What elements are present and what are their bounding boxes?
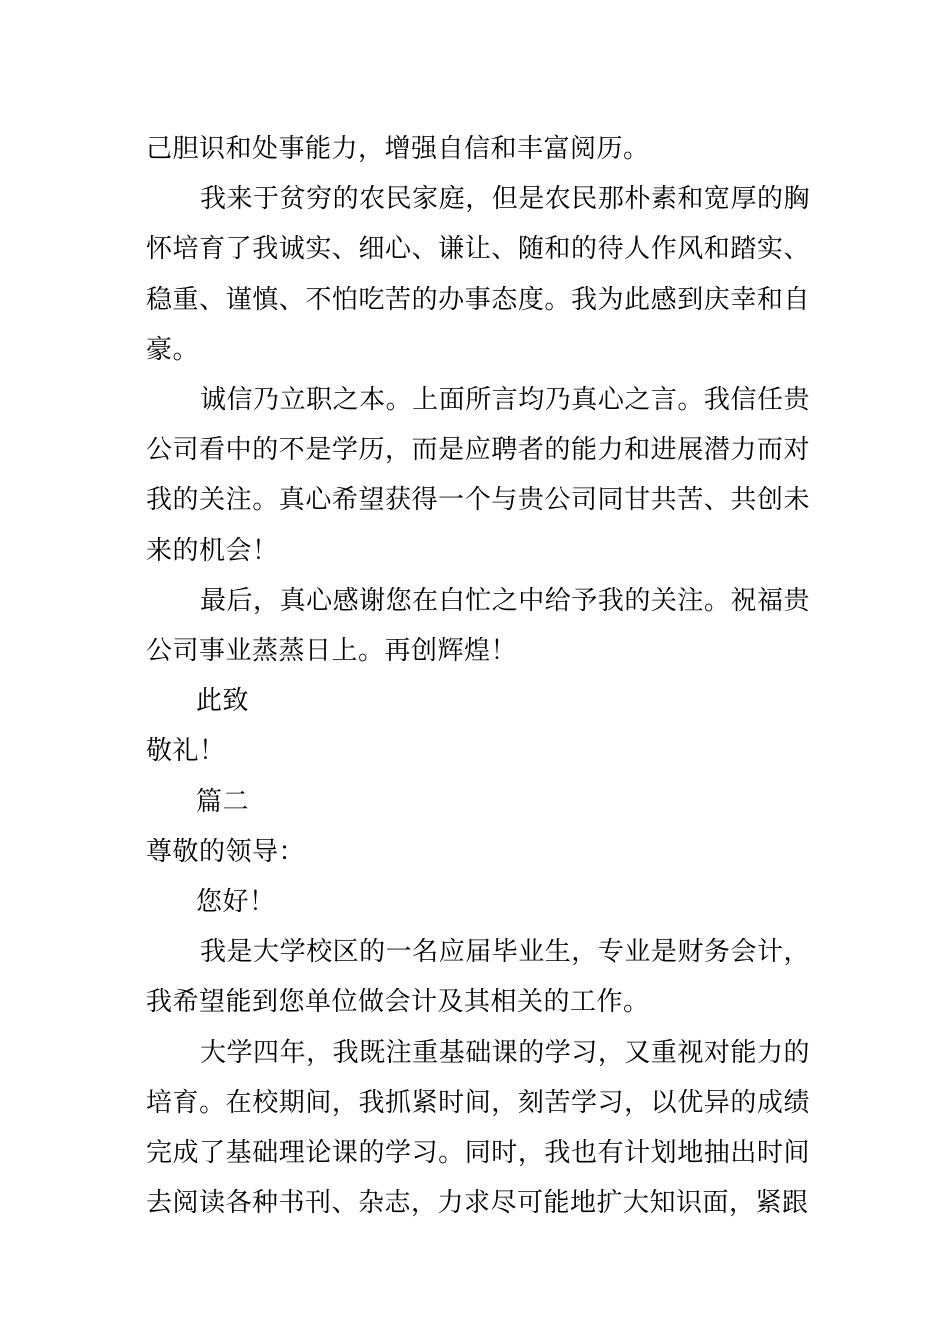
paragraph-continuation: 己胆识和处事能力，增强自信和丰富阅历。 [146,134,650,164]
section-heading: 篇二 [196,786,250,817]
paragraph-introduction: 我是大学校区的一名应届毕业生，专业是财务会计，我希望能到您单位做会计及其相关的工作。 [146,937,810,1018]
paragraph-background: 我来于贫穷的农民家庭，但是农民那朴素和宽厚的胸怀培育了我诚实、细心、谦让、随和的待人作风和踏实、稳重、谨慎、不怕吃苦的办事态度。我为此感到庆幸和自豪。 [146,184,810,365]
paragraph-closing-thanks: 最后，真心感谢您在白忙之中给予我的关注。祝福贵公司事业蒸蒸日上。再创辉煌！ [146,585,810,667]
letter-greeting: 您好！ [196,887,276,918]
salutation-cizhi: 此致 [196,686,250,717]
paragraph-integrity: 诚信乃立职之本。上面所言均乃真心之言。我信任贵公司看中的不是学历，而是应聘者的能力和进展潜力而对我的关注。真心希望获得一个与贵公司同甘共苦、共创未来的机会！ [146,385,810,566]
letter-addressee: 尊敬的领导： [146,836,306,867]
paragraph-study: 大学四年，我既注重基础课的学习，又重视对能力的培育。在校期间，我抓紧时间，刻苦学习，以优异的成绩完成了基础理论课的学习。同时，我也有计划地抽出时间去阅读各种书刊、杂志，力求尽可能地扩大知识面，紧跟 [146,1037,810,1219]
document-page [146,124,810,1228]
salutation-jingli: 敬礼！ [146,736,226,767]
